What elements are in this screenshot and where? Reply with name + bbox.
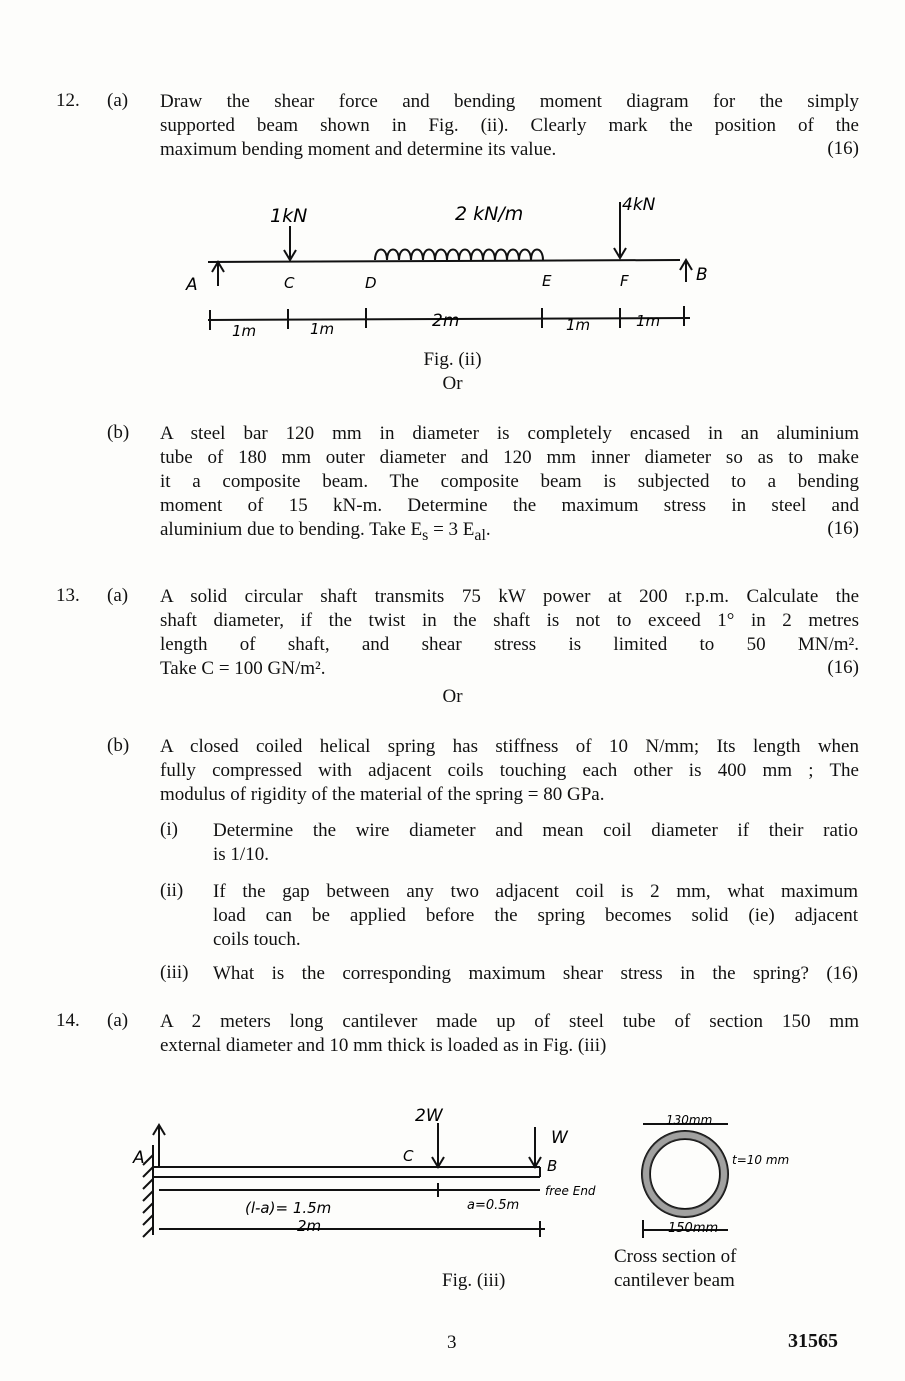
part-label: (a) [107,90,129,111]
page-number: 3 [447,1332,457,1353]
dim-5: 1m [636,312,661,330]
label-c: C [403,1147,414,1165]
figure-cross-section [628,1112,798,1242]
text-line: supported beam shown in Fig. (ii). Clearly mark the position of the [160,115,859,136]
sub-part-label: (iii) [160,962,189,983]
cross-section-caption: cantilever beam [614,1270,735,1291]
text-line: external diameter and 10 mm thick is loaded as in Fig. (iii) [160,1035,607,1056]
dim-seg1: (l-a)= 1.5m [245,1199,332,1217]
label-b: B [696,265,708,285]
sub-part-text [213,819,858,867]
figure-ii-beam [170,190,730,350]
inner-circle [650,1139,720,1209]
formula-end: . [485,519,491,540]
marks: (16) [827,138,859,159]
sub-part-label: (ii) [160,880,184,901]
subscript-al: al [474,526,486,544]
label-d: D [365,274,377,292]
label-udl: 2 kN/m [455,203,524,225]
label-a: A [186,275,198,295]
text-line: modulus of rigidity of the material of the spring = 80 GPa. [160,784,605,805]
text-line: it a composite beam. The composite beam is subjected to a bending [160,471,859,492]
label-c: C [284,274,295,292]
dim-4: 1m [566,316,591,334]
label-a: A [133,1148,145,1168]
dim-2: 1m [310,320,335,338]
or-divider: Or [442,686,463,707]
beam-line [208,260,680,262]
formula-text: aluminium due to bending. Take E [160,519,423,540]
paper-code: 31565 [788,1330,838,1352]
text-line: shaft diameter, if the twist in the shaft is not to exceed 1° in 2 metres [160,610,859,631]
dim-seg2: a=0.5m [467,1198,520,1213]
udl-coils [375,250,543,261]
text-line: A closed coiled helical spring has stiffness of 10 N/mm; Its length when [160,736,859,757]
text-line: tube of 180 mm outer diameter and 120 mm inner diameter so as to make [160,447,859,468]
question-number: 14. [56,1010,80,1031]
label-load-c: 2W [415,1106,443,1126]
marks: (16) [827,518,859,539]
label-e: E [542,272,552,290]
text-line: moment of 15 kN-m. Determine the maximum stress in steel and [160,495,859,516]
part-label: (b) [107,422,130,443]
part-label: (a) [107,585,129,606]
question-text [160,90,859,162]
figure-caption: Fig. (ii) [423,349,482,370]
dim-total: 2m [297,1217,322,1235]
dim-1: 1m [232,322,257,340]
text-line: Determine the wire diameter and mean coil diameter if their ratio [213,820,858,841]
tube-wall [642,1131,728,1217]
sub-part-label: (i) [160,819,178,840]
label-load-b: W [551,1128,568,1148]
question-text [160,585,859,681]
sub-part-text [213,880,858,952]
text-line: maximum bending moment and determine its value. [160,139,557,160]
text-line: What is the corresponding maximum shear stress in the spring? (16) [213,963,858,984]
figure-caption: Fig. (iii) [442,1270,506,1291]
text-line: If the gap between any two adjacent coil is 2 mm, what maximum [213,881,858,902]
text-line: Take C = 100 GN/m². [160,658,326,679]
text-line: coils touch. [213,929,301,950]
text-line: fully compressed with adjacent coils touching each other is 400 mm ; The [160,760,859,781]
question-number: 12. [56,90,80,111]
question-number: 13. [56,585,80,606]
or-divider: Or [442,373,463,394]
text-line: A steel bar 120 mm in diameter is completely encased in an aluminium [160,423,859,444]
label-cs-top: 130mm [666,1113,713,1127]
text-line: is 1/10. [213,844,269,865]
part-label: (b) [107,735,130,756]
label-cs-thickness: t=10 mm [732,1153,790,1167]
question-text [160,1010,859,1058]
text-line: A solid circular shaft transmits 75 kW power at 200 r.p.m. Calculate the [160,586,859,607]
question-text [160,422,859,548]
label-free-end: free End [545,1184,596,1198]
figure-iii-cantilever [125,1105,605,1245]
text-line: load can be applied before the spring becomes solid (ie) adjacent [213,905,858,926]
label-f: F [620,272,629,290]
dim-3: 2m [432,311,460,331]
label-load-f: 4kN [622,195,656,215]
text-line: A 2 meters long cantilever made up of steel tube of section 150 mm [160,1011,859,1032]
subscript-s: s [422,526,429,544]
label-cs-bottom: 150mm [668,1221,719,1236]
cross-section-caption: Cross section of [614,1246,737,1267]
marks: (16) [827,657,859,678]
question-text [160,735,859,807]
part-label: (a) [107,1010,129,1031]
text-line: length of shaft, and shear stress is limited to 50 MN/m². [160,634,859,655]
text-line: Draw the shear force and bending moment diagram for the simply [160,91,859,112]
formula-eq: = 3 E [428,519,475,540]
label-b: B [547,1157,558,1175]
label-load-c: 1kN [270,205,308,227]
sub-part-text [213,962,858,986]
text-line [160,518,859,548]
